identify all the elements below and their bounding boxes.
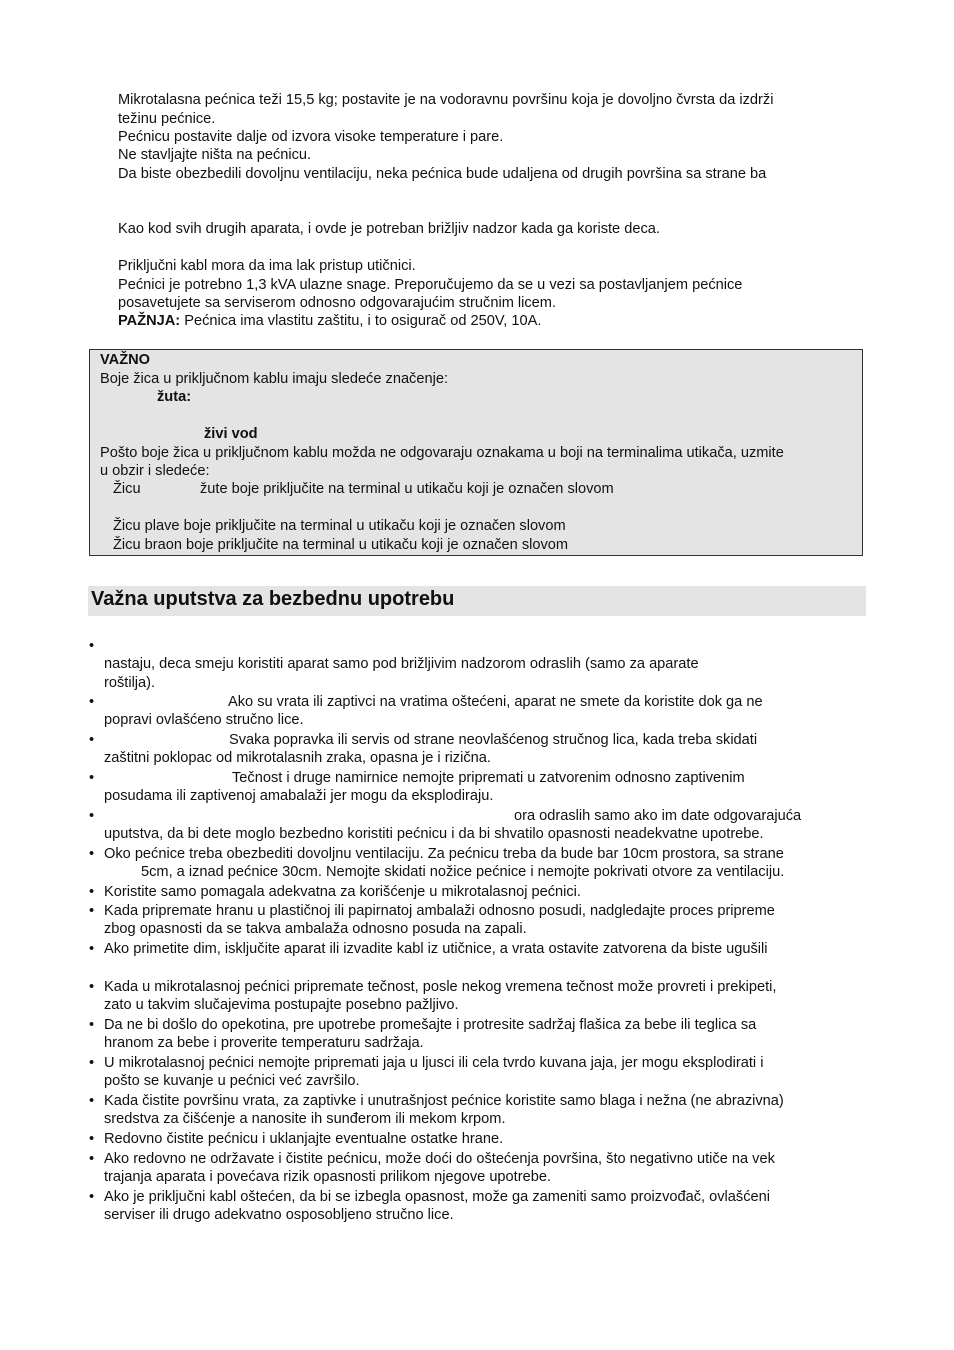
list-item-1-line2: nastaju, deca smeju koristiti aparat samo pod brižljivim nadzorom odraslih (samo za aparate (104, 656, 699, 672)
list-item-5-line1: ora odraslih samo ako im date odgovarajuća (514, 808, 802, 824)
bullet-marker: • (89, 979, 95, 995)
list-item-16-line1: Ako je priključni kabl oštećen, da bi se izbegla opasnost, može ga zameniti samo proizvođač, ovlašćeni (104, 1189, 770, 1205)
intro-line-power-cont: posavetujete sa serviserom odnosno odgovarajućim stručnim licem. (118, 295, 557, 311)
list-item-15-line2: trajanja aparata i povećava rizik opasnosti prilikom njegove upotrebe. (104, 1169, 551, 1185)
list-item-13-line2: sredstva za čišćenje a nanosite ih sunđerom ili mekom krpom. (104, 1111, 506, 1127)
bullet-marker: • (89, 1189, 95, 1205)
important-title: VAŽNO (100, 352, 150, 368)
bullet-marker: • (89, 903, 95, 919)
list-item-14: Redovno čistite pećnicu i uklanjajte eventualne ostatke hrane. (104, 1131, 504, 1147)
intro-line-attention (118, 312, 862, 330)
list-item-16-line2: serviser ili drugo adekvatno osposobljeno stručno lice. (104, 1207, 454, 1223)
list-item-3-line2: zaštitni poklopac od mikrotalasnih zraka, opasna je i rizična. (104, 750, 491, 766)
list-item-5-line2: uputstva, da bi dete moglo bezbedno koristiti pećnicu i da bi shvatilo opasnosti neadekvatne upotrebe. (104, 826, 764, 842)
list-item-3-line1: Svaka popravka ili servis od strane neovlašćenog stručnog lica, kada treba skidati (229, 732, 758, 748)
bullet-marker: • (89, 1055, 95, 1071)
list-item-11-line1: Da ne bi došlo do opekotina, pre upotrebe promešajte i protresite sadržaj flašica za bebe ili teglica sa (104, 1017, 757, 1033)
bullet-marker: • (89, 694, 95, 710)
important-box (89, 349, 863, 556)
wire-yellow-instruction-a: Žicu (113, 481, 141, 497)
list-item-4-line2: posudama ili zaptivenoj amabalaži jer mogu da eksplodiraju. (104, 788, 494, 804)
intro-line-children: Kao kod svih drugih aparata, i ovde je potreban brižljiv nadzor kada ga koriste deca. (118, 221, 660, 237)
bullet-marker: • (89, 1093, 95, 1109)
list-item-15-line1: Ako redovno ne održavate i čistite pećnicu, može doći do oštećenja površina, što negativno utiče na vek (104, 1151, 775, 1167)
wire-yellow-instruction-b: žute boje priključite na terminal u utikaču koji je označen slovom (200, 481, 614, 497)
list-item-10-line1: Kada u mikrotalasnoj pećnici pripremate tečnost, posle nekog vremena tečnost može provreti i prekipeti, (104, 979, 777, 995)
list-item-12-line1: U mikrotalasnoj pećnici nemojte pripremati jaja u ljusci ili cela tvrdo kuvana jaja, jer mogu eksplodirati i (104, 1055, 764, 1071)
wire-blue-instruction: Žicu plave boje priključite na terminal u utikaču koji je označen slovom (113, 518, 566, 534)
attention-label: PAŽNJA: (118, 313, 181, 329)
wire-live-label: živi vod (204, 426, 258, 442)
list-item-8-line1: Kada pripremate hranu u plastičnoj ili papirnatoj ambalaži odnosno posudi, nadgledajte proces pripreme (104, 903, 775, 919)
important-colors-intro: Boje žica u priključnom kablu imaju sledeće značenje: (100, 371, 448, 387)
wire-yellow-label: žuta: (157, 389, 192, 405)
intro-line-cable: Priključni kabl mora da ima lak pristup utičnici. (118, 258, 416, 274)
intro-line-ventilation: Da biste obezbedili dovoljnu ventilaciju, neka pećnica bude udaljena od drugih površina sa strane ba (118, 166, 767, 182)
bullet-marker: • (89, 884, 95, 900)
bullet-marker: • (89, 732, 95, 748)
list-item-1-line3: roštilja). (104, 675, 156, 691)
attention-text: Pećnica ima vlastitu zaštitu, i to osigurač od 250V, 10A. (180, 313, 542, 329)
intro-line-weight-cont: težinu pećnice. (118, 111, 216, 127)
bullet-marker: • (89, 846, 95, 862)
list-item-7: Koristite samo pomagala adekvatna za korišćenje u mikrotalasnoj pećnici. (104, 884, 581, 900)
list-item-6-line2: 5cm, a iznad pećnice 30cm. Nemojte skidati nožice pećnice i nemojte pokrivati otvore za ventilaciju. (141, 864, 785, 880)
list-item-9: Ako primetite dim, isključite aparat ili izvadite kabl iz utičnice, a vrata ostavite zatvorena da biste ugušili (104, 941, 768, 957)
intro-line-weight: Mikrotalasna pećnica teži 15,5 kg; postavite je na vodoravnu površinu koja je dovoljno čvrsta da izdrži (118, 92, 774, 108)
intro-line-heat: Pećnicu postavite dalje od izvora visoke temperature i pare. (118, 129, 504, 145)
intro-line-nothing-on-top: Ne stavljajte ništa na pećnicu. (118, 147, 312, 163)
list-item-12-line2: pošto se kuvanje u pećnici već završilo. (104, 1073, 360, 1089)
wire-brown-instruction: Žicu braon boje priključite na terminal u utikaču koji je označen slovom (113, 537, 569, 553)
bullet-marker: • (89, 941, 95, 957)
list-item-10-line2: zato u takvim slučajevima postupajte posebno pažljivo. (104, 997, 459, 1013)
bullet-marker: • (89, 1151, 95, 1167)
list-item-6-line1: Oko pećnice treba obezbediti dovoljnu ventilaciju. Za pećnicu treba da bude bar 10cm prostora, sa strane (104, 846, 784, 862)
section-title: Važna uputstva za bezbednu upotrebu (88, 586, 866, 616)
bullet-marker: • (89, 1017, 95, 1033)
list-item-8-line2: zbog opasnosti da se takva ambalaža odnosno posuda na zapali. (104, 921, 527, 937)
bullet-marker: • (89, 1131, 95, 1147)
list-item-2-line1: Ako su vrata ili zaptivci na vratima oštećeni, aparat ne smete da koristite dok ga ne (228, 694, 763, 710)
list-item-2-line2: popravi ovlašćeno stručno lice. (104, 712, 304, 728)
important-notice-line1: Pošto boje žica u priključnom kablu možda ne odgovaraju oznakama u boji na terminalima utikača, uzmite (100, 445, 784, 461)
intro-line-power: Pećnici je potrebno 1,3 kVA ulazne snage. Preporučujemo da se u vezi sa postavljanjem pećnice (118, 277, 743, 293)
list-item-13-line1: Kada čistite površinu vrata, za zaptivke i unutrašnjost pećnice koristite samo blaga i nežna (ne abrazivna) (104, 1093, 784, 1109)
bullet-marker: • (89, 638, 95, 654)
important-notice-line2: u obzir i sledeće: (100, 463, 210, 479)
list-item-11-line2: hranom za bebe i proverite temperaturu sadržaja. (104, 1035, 424, 1051)
bullet-marker: • (89, 808, 95, 824)
list-item-4-line1: Tečnost i druge namirnice nemojte pripremati u zatvorenim odnosno zaptivenim (232, 770, 745, 786)
bullet-marker: • (89, 770, 95, 786)
